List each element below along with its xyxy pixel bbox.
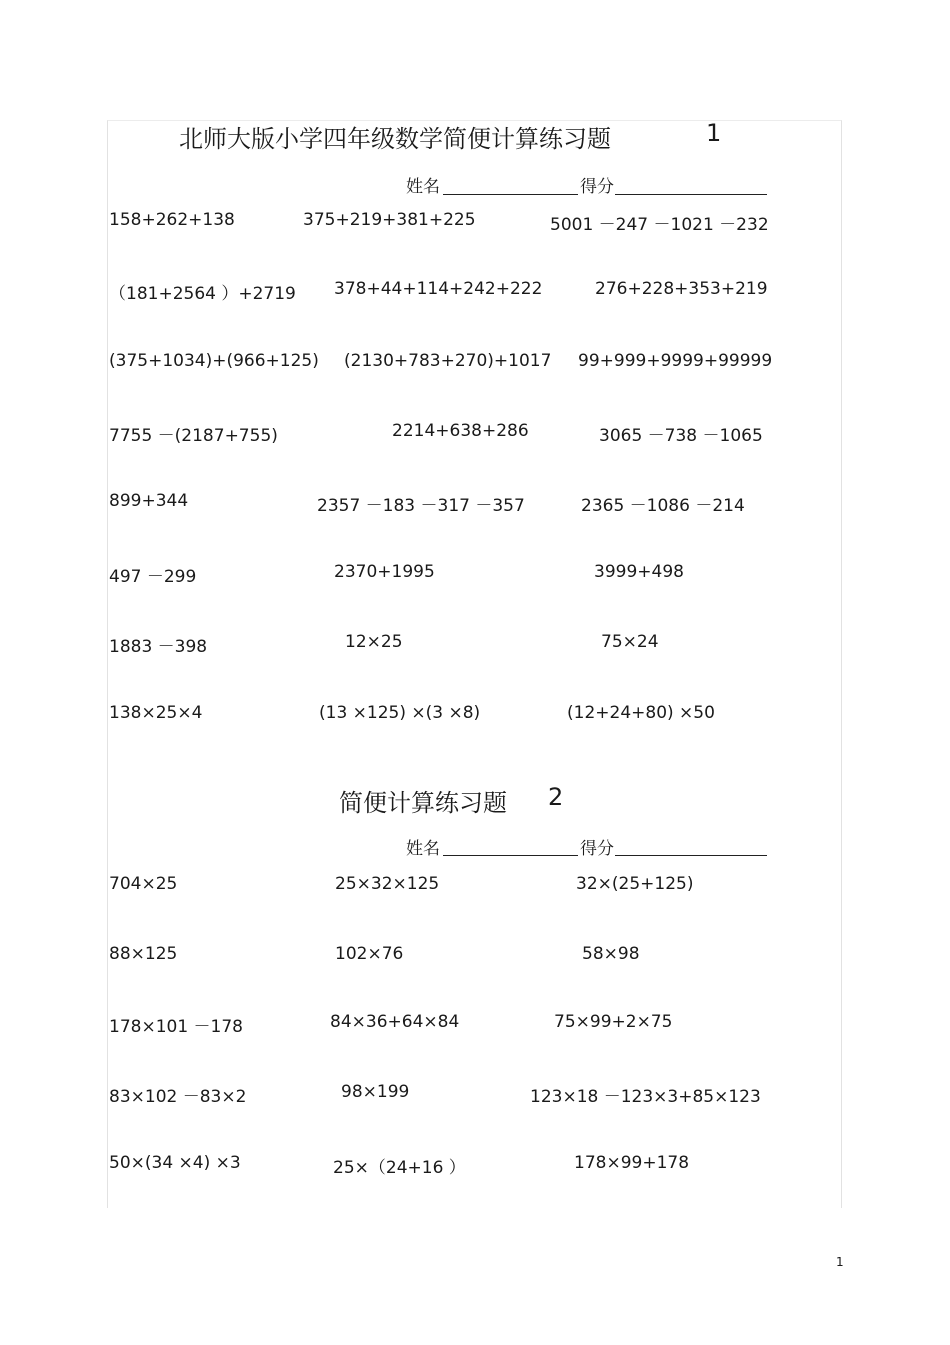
section2-name-blank bbox=[443, 855, 578, 856]
problem-2-3-2: 84×36+64×84 bbox=[330, 1012, 460, 1032]
problem-1-1-2: 375+219+381+225 bbox=[303, 210, 476, 230]
problem-1-4-2: 2214+638+286 bbox=[392, 421, 529, 441]
section1-score-blank bbox=[615, 194, 767, 195]
problem-2-2-2: 102×76 bbox=[335, 944, 404, 964]
problem-2-3-1: 178×101 －178 bbox=[109, 1017, 243, 1037]
problem-1-7-1: 1883 －398 bbox=[109, 637, 208, 657]
problem-1-7-2: 12×25 bbox=[345, 632, 403, 652]
section1-number: 1 bbox=[706, 119, 722, 147]
problem-1-4-3: 3065 －738 －1065 bbox=[599, 426, 763, 446]
problem-1-4-1: 7755 －(2187+755) bbox=[109, 426, 278, 446]
problem-1-5-1: 899+344 bbox=[109, 491, 189, 511]
problem-1-7-3: 75×24 bbox=[601, 632, 659, 652]
problem-1-8-3: (12+24+80) ×50 bbox=[567, 703, 715, 723]
problem-2-4-2: 98×199 bbox=[341, 1082, 410, 1102]
problem-2-5-3: 178×99+178 bbox=[574, 1153, 690, 1173]
problem-2-4-3: 123×18 －123×3+85×123 bbox=[530, 1087, 761, 1107]
problem-1-5-3: 2365 －1086 －214 bbox=[581, 496, 745, 516]
problem-1-1-1: 158+262+138 bbox=[109, 210, 235, 230]
page-number: 1 bbox=[836, 1255, 844, 1269]
section1-name-blank bbox=[443, 194, 578, 195]
problem-1-6-3: 3999+498 bbox=[594, 562, 684, 582]
problem-1-8-2: (13 ×125) ×(3 ×8) bbox=[319, 703, 481, 723]
section1-title: 北师大版小学四年级数学简便计算练习题 bbox=[179, 125, 611, 153]
section2-title: 简便计算练习题 bbox=[339, 789, 507, 817]
problem-1-5-2: 2357 －183 －317 －357 bbox=[317, 496, 525, 516]
problem-2-5-1: 50×(34 ×4) ×3 bbox=[109, 1153, 241, 1173]
problem-1-2-2: 378+44+114+242+222 bbox=[334, 279, 543, 299]
section2-score-label: 得分 bbox=[580, 839, 614, 859]
section2-number: 2 bbox=[548, 783, 564, 811]
problem-2-5-2: 25×（24+16 ） bbox=[333, 1158, 466, 1178]
problem-1-6-1: 497 －299 bbox=[109, 567, 197, 587]
problem-2-3-3: 75×99+2×75 bbox=[554, 1012, 673, 1032]
problem-1-6-2: 2370+1995 bbox=[334, 562, 435, 582]
problem-2-2-1: 88×125 bbox=[109, 944, 178, 964]
problem-2-2-3: 58×98 bbox=[582, 944, 640, 964]
section1-name-label: 姓名 bbox=[406, 177, 440, 197]
problem-2-1-2: 25×32×125 bbox=[335, 874, 440, 894]
section1-score-label: 得分 bbox=[580, 177, 614, 197]
problem-1-8-1: 138×25×4 bbox=[109, 703, 203, 723]
problem-1-2-1: （181+2564 ）+2719 bbox=[109, 284, 296, 304]
problem-1-3-2: (2130+783+270)+1017 bbox=[344, 351, 552, 371]
section2-score-blank bbox=[615, 855, 767, 856]
problem-2-1-3: 32×(25+125) bbox=[576, 874, 694, 894]
problem-1-3-3: 99+999+9999+99999 bbox=[578, 351, 773, 371]
problem-1-1-3: 5001 －247 －1021 －232 bbox=[550, 215, 769, 235]
problem-1-2-3: 276+228+353+219 bbox=[595, 279, 768, 299]
problem-1-3-1: (375+1034)+(966+125) bbox=[109, 351, 319, 371]
section2-name-label: 姓名 bbox=[406, 839, 440, 859]
problem-2-4-1: 83×102 －83×2 bbox=[109, 1087, 247, 1107]
problem-2-1-1: 704×25 bbox=[109, 874, 178, 894]
